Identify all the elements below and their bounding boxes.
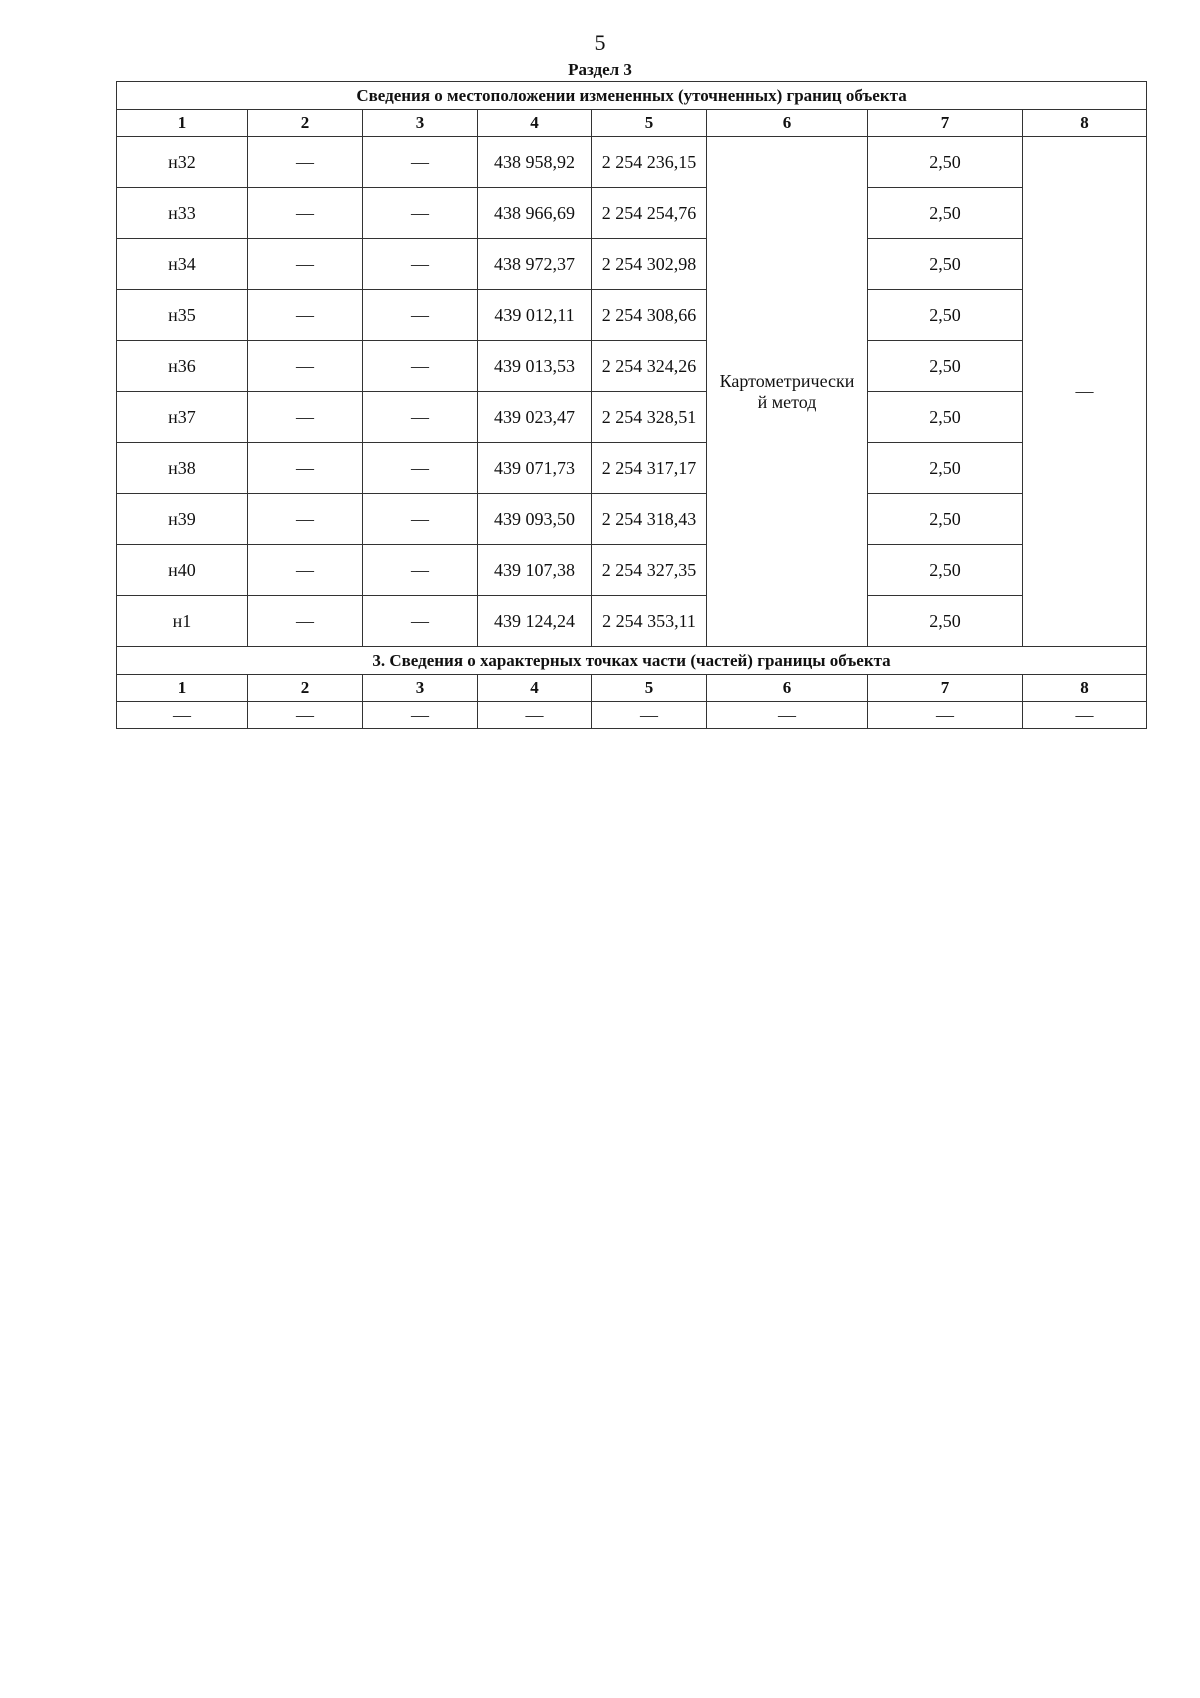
dash-cell: — (248, 443, 363, 494)
table-row (117, 137, 1147, 188)
y-coordinate-cell: 2 254 236,15 (592, 137, 707, 188)
table1-header-cell: 5 (592, 110, 707, 137)
precision-cell: 2,50 (868, 341, 1023, 392)
precision-cell: 2,50 (868, 494, 1023, 545)
table2-cell: — (248, 702, 363, 729)
table2-header-cell: 5 (592, 675, 707, 702)
dash-cell: — (248, 392, 363, 443)
table-row (117, 443, 1147, 494)
method-line-1: Картометрически (719, 370, 855, 391)
dash-cell: — (248, 290, 363, 341)
table-row (117, 290, 1147, 341)
dash-cell: — (363, 596, 478, 647)
y-coordinate-cell: 2 254 328,51 (592, 392, 707, 443)
dash-cell: — (248, 188, 363, 239)
point-cell: н38 (117, 443, 248, 494)
table1-header-cell: 6 (707, 110, 868, 137)
dash-cell: — (363, 137, 478, 188)
precision-cell: 2,50 (868, 392, 1023, 443)
point-cell: н36 (117, 341, 248, 392)
dash-cell: — (248, 341, 363, 392)
point-cell: н1 (117, 596, 248, 647)
y-coordinate-cell: 2 254 327,35 (592, 545, 707, 596)
table2-cell: — (707, 702, 868, 729)
precision-cell: 2,50 (868, 596, 1023, 647)
method-line-2: й метод (757, 391, 817, 412)
y-coordinate-cell: 2 254 318,43 (592, 494, 707, 545)
table2-header-cell: 1 (117, 675, 248, 702)
x-coordinate-cell: 439 124,24 (478, 596, 592, 647)
dash-cell: — (363, 545, 478, 596)
y-coordinate-cell: 2 254 353,11 (592, 596, 707, 647)
x-coordinate-cell: 438 958,92 (478, 137, 592, 188)
dash-cell: — (248, 596, 363, 647)
dash-cell: — (248, 494, 363, 545)
table2-header-cell: 3 (363, 675, 478, 702)
table-body (117, 82, 1147, 729)
dash-cell: — (363, 341, 478, 392)
dash-cell: — (363, 188, 478, 239)
y-coordinate-cell: 2 254 308,66 (592, 290, 707, 341)
table2-header-row (117, 675, 1147, 702)
table2-cell: — (478, 702, 592, 729)
y-coordinate-cell: 2 254 302,98 (592, 239, 707, 290)
table1-header-cell: 8 (1023, 110, 1147, 137)
y-coordinate-cell: 2 254 317,17 (592, 443, 707, 494)
dash-cell: — (248, 239, 363, 290)
x-coordinate-cell: 439 023,47 (478, 392, 592, 443)
dash-cell: — (248, 137, 363, 188)
dash-cell: — (363, 392, 478, 443)
table2-row (117, 702, 1147, 729)
table2-caption: 3. Сведения о характерных точках части (частей) границы объекта (117, 647, 1147, 675)
table-row (117, 392, 1147, 443)
x-coordinate-cell: 439 107,38 (478, 545, 592, 596)
table1-header-cell: 3 (363, 110, 478, 137)
dash-cell: — (363, 239, 478, 290)
dash-cell: — (363, 494, 478, 545)
boundary-table (116, 81, 1147, 729)
x-coordinate-cell: 439 013,53 (478, 341, 592, 392)
precision-cell: 2,50 (868, 290, 1023, 341)
point-cell: н39 (117, 494, 248, 545)
table-row (117, 494, 1147, 545)
page-number: 5 (594, 30, 606, 55)
dash-cell: — (363, 290, 478, 341)
point-cell: н37 (117, 392, 248, 443)
precision-cell: 2,50 (868, 239, 1023, 290)
table1-header-cell: 7 (868, 110, 1023, 137)
x-coordinate-cell: 438 966,69 (478, 188, 592, 239)
point-cell: н35 (117, 290, 248, 341)
precision-cell: 2,50 (868, 443, 1023, 494)
precision-cell: 2,50 (868, 545, 1023, 596)
point-cell: н32 (117, 137, 248, 188)
dash-cell: — (363, 443, 478, 494)
column-8-cell: — (1023, 137, 1147, 647)
table2-cell: — (363, 702, 478, 729)
table2-cell: — (117, 702, 248, 729)
table1-header-cell: 1 (117, 110, 248, 137)
table2-cell: — (1023, 702, 1147, 729)
y-coordinate-cell: 2 254 324,26 (592, 341, 707, 392)
point-cell: н33 (117, 188, 248, 239)
x-coordinate-cell: 438 972,37 (478, 239, 592, 290)
method-cell (707, 137, 868, 647)
x-coordinate-cell: 439 071,73 (478, 443, 592, 494)
section-title: Раздел 3 (568, 60, 632, 79)
x-coordinate-cell: 439 012,11 (478, 290, 592, 341)
table2-header-cell: 2 (248, 675, 363, 702)
x-coordinate-cell: 439 093,50 (478, 494, 592, 545)
dash-cell: — (248, 545, 363, 596)
table2-header-cell: 7 (868, 675, 1023, 702)
table1-header-cell: 4 (478, 110, 592, 137)
point-cell: н34 (117, 239, 248, 290)
table2-header-cell: 4 (478, 675, 592, 702)
table2-header-cell: 8 (1023, 675, 1147, 702)
table1-header-row (117, 110, 1147, 137)
y-coordinate-cell: 2 254 254,76 (592, 188, 707, 239)
precision-cell: 2,50 (868, 188, 1023, 239)
table1-caption: Сведения о местоположении измененных (уточненных) границ объекта (117, 82, 1147, 110)
table2-cell: — (592, 702, 707, 729)
point-cell: н40 (117, 545, 248, 596)
table2-header-cell: 6 (707, 675, 868, 702)
table2-cell: — (868, 702, 1023, 729)
table-row (117, 239, 1147, 290)
precision-cell: 2,50 (868, 137, 1023, 188)
table-row (117, 341, 1147, 392)
table-row (117, 188, 1147, 239)
table-row (117, 596, 1147, 647)
table-row (117, 545, 1147, 596)
table1-header-cell: 2 (248, 110, 363, 137)
